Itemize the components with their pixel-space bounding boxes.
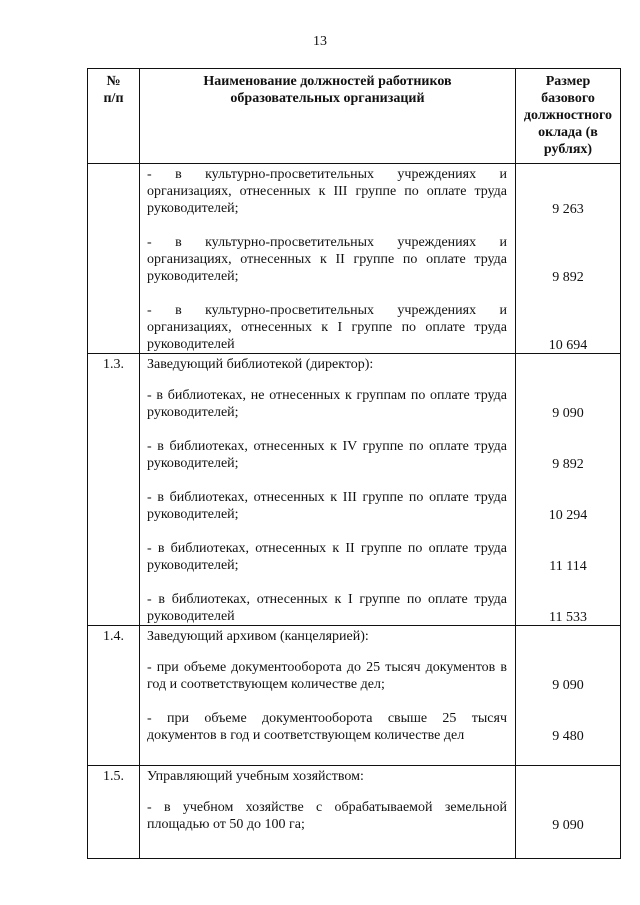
- header-position-name: Наименование должностей работников образовательных организаций: [140, 69, 516, 164]
- list-item: - в учебном хозяйстве с обрабатываемой земельной площадью от 50 до 100 га;: [147, 800, 507, 832]
- salary-table: [87, 68, 621, 859]
- salary-cell: [516, 354, 621, 626]
- list-item: - в библиотеках, не отнесенных к группам по оплате труда руководителей;: [147, 388, 507, 420]
- table-row: [88, 626, 621, 766]
- position-description: [140, 164, 516, 354]
- position-title: Заведующий архивом (канцелярией):: [147, 629, 369, 644]
- position-description: [140, 354, 516, 626]
- salary-value: 11 533: [549, 609, 587, 625]
- list-item: - в библиотеках, отнесенных к II группе по оплате труда руководителей;: [147, 541, 507, 573]
- row-number: 1.4.: [88, 626, 140, 766]
- salary-cell: [516, 626, 621, 766]
- list-item: - в библиотеках, отнесенных к III группе по оплате труда руководителей;: [147, 490, 507, 522]
- salary-value: 9 892: [552, 269, 584, 285]
- position-description: [140, 766, 516, 859]
- list-item: - в библиотеках, отнесенных к IV группе по оплате труда руководителей;: [147, 439, 507, 471]
- list-item: - в культурно-просветительных учреждениях и организациях, отнесенных к I группе по оплате труда руководителей: [147, 303, 507, 352]
- salary-value: 9 263: [552, 201, 584, 217]
- page-number: 13: [313, 34, 327, 49]
- salary-cell: [516, 766, 621, 859]
- row-number: [88, 164, 140, 354]
- salary-value: 9 090: [552, 405, 584, 421]
- table-row: [88, 354, 621, 626]
- position-description: [140, 626, 516, 766]
- header-base-salary: Размер базового должностного оклада (в рублях): [516, 69, 621, 164]
- salary-value: 9 090: [552, 677, 584, 693]
- list-item: - в библиотеках, отнесенных к I группе по оплате труда руководителей: [147, 592, 507, 624]
- list-item: - при объеме документооборота свыше 25 тысяч документов в год и соответствующем количестве дел: [147, 711, 507, 743]
- header-number: № п/п: [88, 69, 140, 164]
- position-title: Управляющий учебным хозяйством:: [147, 769, 364, 784]
- salary-value: 9 480: [552, 728, 584, 744]
- salary-value: 9 090: [552, 817, 584, 833]
- list-item: - при объеме документооборота до 25 тысяч документов в год и соответствующем количестве дел;: [147, 660, 507, 692]
- list-item: - в культурно-просветительных учреждениях и организациях, отнесенных к II группе по оплате труда руководителей;: [147, 235, 507, 284]
- salary-value: 11 114: [549, 558, 587, 574]
- position-title: Заведующий библиотекой (директор):: [147, 357, 374, 372]
- list-item: - в культурно-просветительных учреждениях и организациях, отнесенных к III группе по оплате труда руководителей;: [147, 167, 507, 216]
- table-row: [88, 766, 621, 859]
- row-number: 1.3.: [88, 354, 140, 626]
- salary-cell: [516, 164, 621, 354]
- salary-value: 10 694: [548, 337, 588, 353]
- salary-value: 10 294: [548, 507, 588, 523]
- row-number: 1.5.: [88, 766, 140, 859]
- salary-value: 9 892: [552, 456, 584, 472]
- table-row: [88, 164, 621, 354]
